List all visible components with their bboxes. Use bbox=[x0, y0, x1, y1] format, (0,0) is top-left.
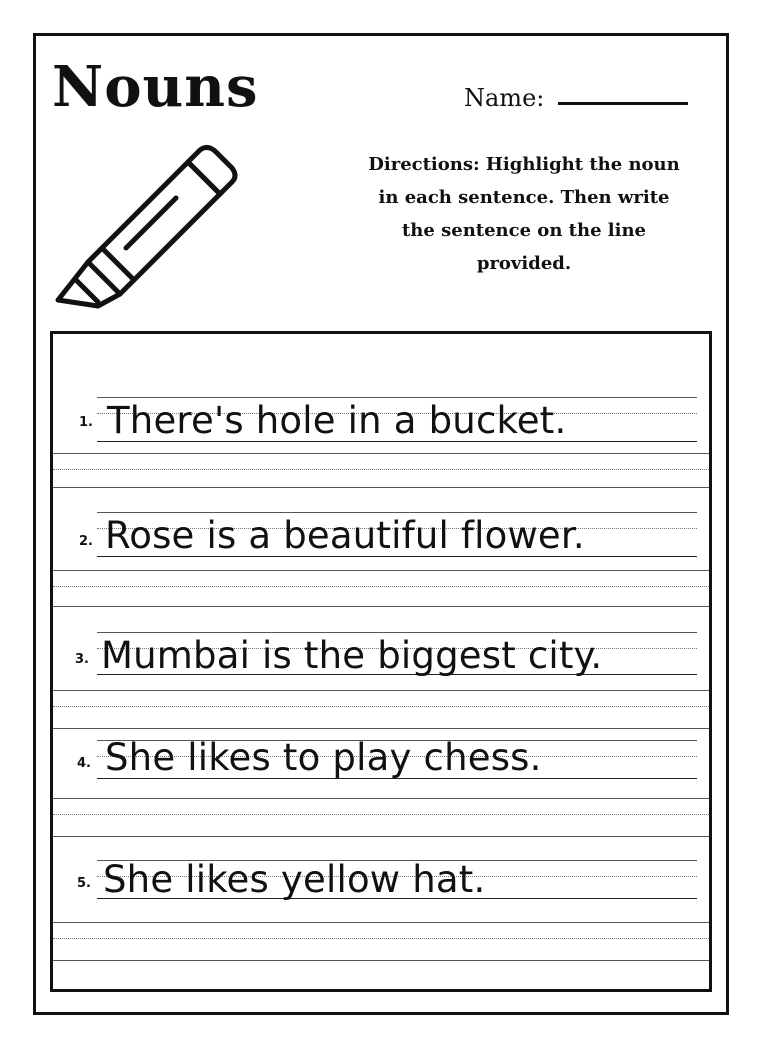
exercise-row-2 bbox=[53, 504, 709, 622]
sentence-text: She likes to play chess. bbox=[105, 736, 542, 779]
item-number: 3. bbox=[75, 652, 89, 667]
item-number: 4. bbox=[77, 756, 91, 771]
sentence-text: Mumbai is the biggest city. bbox=[101, 634, 603, 677]
directions-line-3: the sentence on the line bbox=[401, 220, 647, 241]
item-number: 1. bbox=[79, 415, 93, 430]
directions-line-2: in each sentence. Then write bbox=[378, 187, 670, 208]
highlighter-marker-icon bbox=[50, 140, 245, 318]
directions-line-4: provided. bbox=[476, 253, 572, 274]
directions-text bbox=[352, 148, 696, 280]
item-number: 5. bbox=[77, 876, 91, 891]
name-label: Name: bbox=[464, 84, 545, 112]
exercise-row-3 bbox=[53, 622, 709, 740]
exercise-row-1 bbox=[53, 389, 709, 507]
worksheet-title: Nouns bbox=[52, 54, 259, 120]
directions-line-1: Directions: Highlight the noun bbox=[368, 154, 680, 175]
exercise-row-4 bbox=[53, 732, 709, 850]
item-number: 2. bbox=[79, 534, 93, 549]
exercise-row-5 bbox=[53, 846, 709, 964]
sentence-text: Rose is a beautiful flower. bbox=[105, 514, 585, 557]
sentence-text: There's hole in a bucket. bbox=[107, 399, 567, 442]
writing-lines-panel bbox=[50, 331, 712, 992]
name-write-line[interactable] bbox=[558, 102, 688, 105]
sentence-text: She likes yellow hat. bbox=[103, 858, 486, 901]
